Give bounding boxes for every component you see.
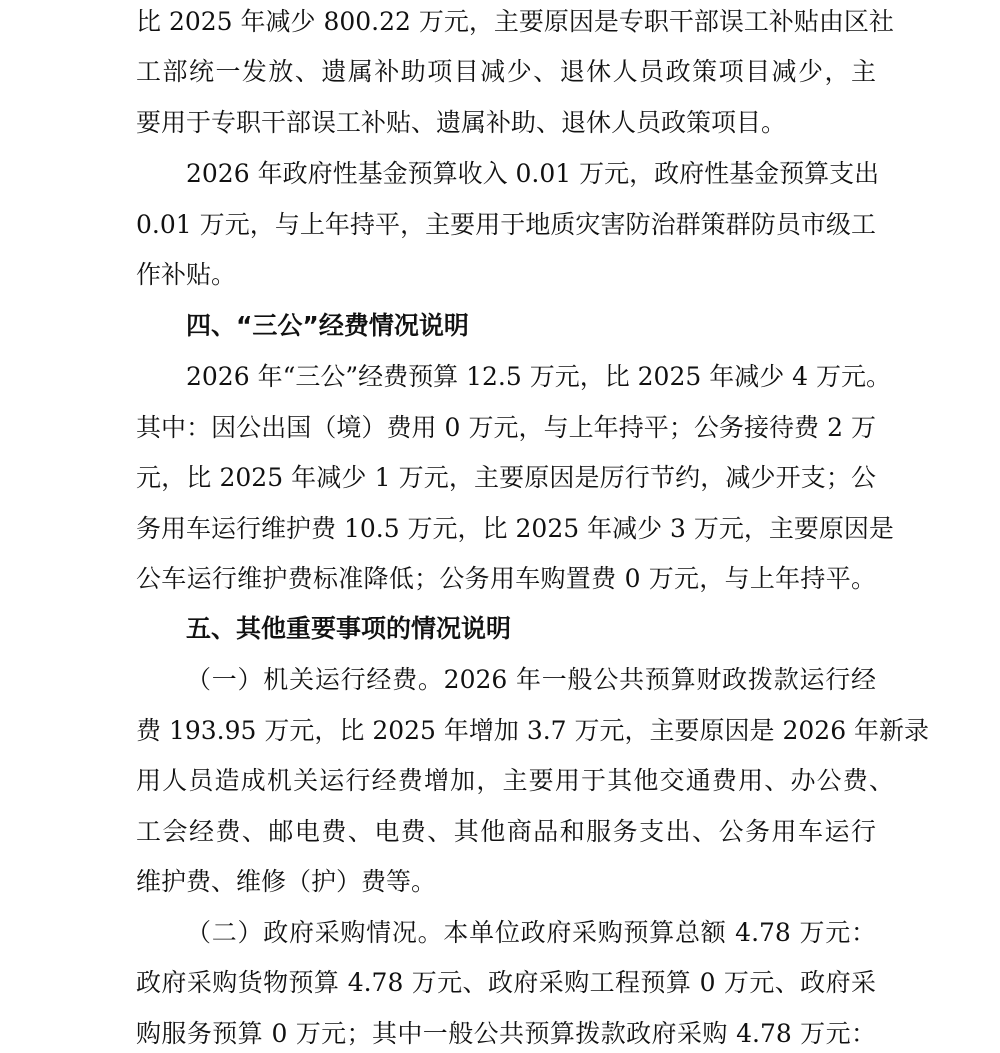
paragraph-line: 公车运行维护费标准降低；公务用车购置费 0 万元，与上年持平。 — [136, 564, 876, 593]
paragraph-line: 用人员造成机关运行经费增加，主要用于其他交通费用、办公费、 — [136, 766, 894, 795]
paragraph-line: 2026 年“三公”经费预算 12.5 万元，比 2025 年减少 4 万元。 — [186, 362, 892, 391]
paragraph-line: 工部统一发放、遗属补助项目减少、退休人员政策项目减少，主 — [136, 57, 876, 86]
section-heading: 四、“三公”经费情况说明 — [186, 311, 469, 340]
paragraph-line: 2026 年政府性基金预算收入 0.01 万元，政府性基金预算支出 — [186, 159, 880, 188]
paragraph-line: 0.01 万元，与上年持平，主要用于地质灾害防治群策群防员市级工 — [136, 210, 876, 239]
paragraph-line: 购服务预算 0 万元；其中一般公共预算拨款政府采购 4.78 万元： — [136, 1019, 876, 1048]
paragraph-line: 要用于专职干部误工补贴、遗属补助、退休人员政策项目。 — [136, 108, 787, 137]
paragraph-line: 作补贴。 — [136, 260, 237, 289]
section-heading: 五、其他重要事项的情况说明 — [186, 614, 512, 643]
paragraph-line: 维护费、维修（护）费等。 — [136, 867, 437, 896]
paragraph-line: 政府采购货物预算 4.78 万元、政府采购工程预算 0 万元、政府采 — [136, 968, 876, 997]
paragraph-line: （二）政府采购情况。本单位政府采购预算总额 4.78 万元： — [186, 918, 876, 947]
paragraph-line: 元，比 2025 年减少 1 万元，主要原因是厉行节约，减少开支；公 — [136, 463, 876, 492]
paragraph-line: 费 193.95 万元，比 2025 年增加 3.7 万元，主要原因是 2026 年新录 — [136, 716, 930, 745]
paragraph-line: 工会经费、邮电费、电费、其他商品和服务支出、公务用车运行 — [136, 817, 876, 846]
paragraph-line: 务用车运行维护费 10.5 万元，比 2025 年减少 3 万元，主要原因是 — [136, 514, 894, 543]
paragraph-line: （一）机关运行经费。2026 年一般公共预算财政拨款运行经 — [186, 665, 876, 694]
paragraph-line: 比 2025 年减少 800.22 万元，主要原因是专职干部误工补贴由区社 — [136, 7, 894, 36]
paragraph-line: 其中：因公出国（境）费用 0 万元，与上年持平；公务接待费 2 万 — [136, 413, 876, 442]
